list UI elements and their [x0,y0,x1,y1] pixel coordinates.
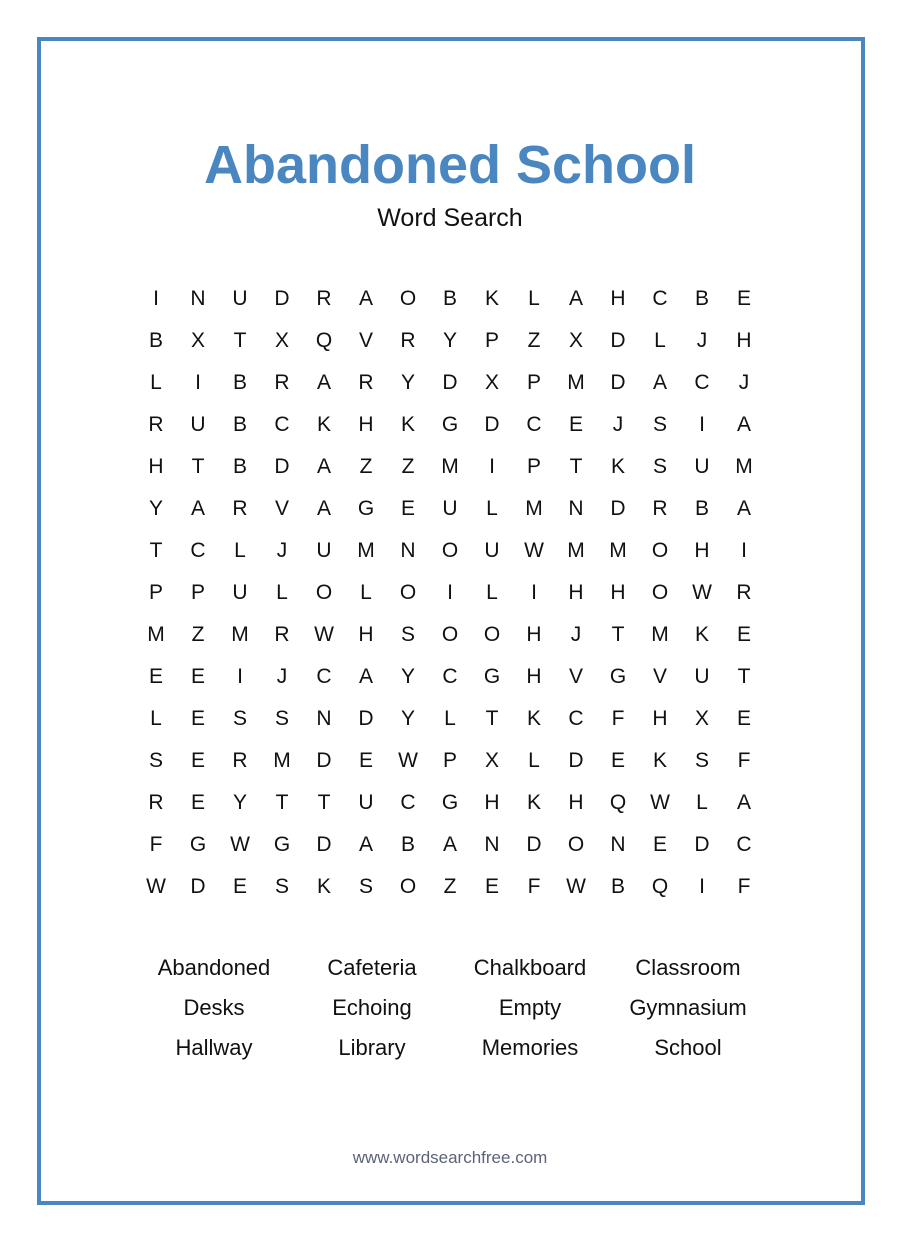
grid-cell: Z [191,623,205,646]
grid-cell: U [232,581,248,604]
grid-cell: E [736,623,751,646]
grid-cell: I [447,581,453,604]
grid-cell: R [274,371,290,394]
grid-cell: A [652,371,667,394]
grid-cell: H [568,581,584,604]
grid-cell: R [316,287,332,310]
grid-cell: P [484,329,499,352]
grid-cell: I [195,371,201,394]
grid-cell: R [148,413,164,436]
grid-cell: K [316,875,331,898]
grid-cell: U [442,497,458,520]
grid-cell: E [736,287,751,310]
grid-cell: R [232,749,248,772]
grid-cell: W [566,875,586,898]
grid-cell: V [274,497,289,520]
grid-cell: O [651,539,669,562]
grid-cell: G [609,665,627,688]
page-subtitle: Word Search [377,204,523,232]
grid-cell: L [654,329,666,352]
grid-cell: E [190,665,205,688]
page-title: Abandoned School [204,135,696,195]
grid-cell: A [358,833,373,856]
grid-cell: K [694,623,709,646]
grid-cell: I [699,413,705,436]
grid-cell: D [526,833,542,856]
grid-cell: K [316,413,331,436]
grid-cell: H [610,581,626,604]
grid-cell: R [652,497,668,520]
grid-cell: O [399,581,417,604]
grid-cell: I [531,581,537,604]
grid-cell: G [189,833,207,856]
grid-cell: R [358,371,374,394]
grid-cell: M [525,497,543,520]
grid-cell: B [232,371,247,394]
grid-cell: P [190,581,205,604]
grid-cell: H [358,623,374,646]
grid-cell: G [441,413,459,436]
grid-cell: D [610,497,626,520]
grid-cell: Y [400,707,415,730]
grid-cell: W [398,749,418,772]
grid-cell: F [611,707,625,730]
grid-cell: O [315,581,333,604]
grid-cell: A [568,287,583,310]
grid-cell: F [149,833,163,856]
grid-cell: X [694,707,709,730]
grid-cell: L [444,707,456,730]
grid-cell: S [232,707,247,730]
grid-cell: B [694,497,709,520]
grid-cell: U [484,539,500,562]
grid-cell: D [316,749,332,772]
grid-cell: O [651,581,669,604]
grid-cell: A [736,791,751,814]
grid-cell: H [652,707,668,730]
grid-cell: J [276,665,288,688]
word-list-item: Classroom [635,955,741,980]
grid-cell: Y [442,329,457,352]
grid-cell: H [694,539,710,562]
grid-cell: B [442,287,457,310]
grid-cell: T [611,623,625,646]
grid-cell: K [400,413,415,436]
grid-cell: E [148,665,163,688]
grid-cell: O [567,833,585,856]
grid-cell: I [699,875,705,898]
grid-cell: N [610,833,626,856]
grid-cell: W [146,875,166,898]
grid-cell: T [569,455,583,478]
grid-cell: C [526,413,542,436]
grid-cell: S [652,455,667,478]
grid-cell: N [568,497,584,520]
grid-cell: L [486,581,498,604]
grid-cell: D [190,875,206,898]
grid-cell: T [737,665,751,688]
grid-cell: F [737,875,751,898]
word-list-item: School [654,1035,722,1060]
grid-cell: V [568,665,583,688]
grid-cell: C [190,539,206,562]
grid-cell: A [736,413,751,436]
grid-cell: D [610,371,626,394]
grid-cell: L [486,497,498,520]
grid-cell: N [484,833,500,856]
grid-cell: M [147,623,165,646]
grid-cell: Y [400,665,415,688]
grid-cell: D [316,833,332,856]
grid-cell: T [317,791,331,814]
grid-cell: B [400,833,415,856]
word-list-item: Echoing [332,995,412,1020]
grid-cell: B [232,413,247,436]
grid-cell: P [526,371,541,394]
grid-cell: M [609,539,627,562]
grid-cell: W [314,623,334,646]
word-list-item: Memories [481,1035,579,1060]
grid-cell: I [741,539,747,562]
grid-cell: M [441,455,459,478]
grid-cell: C [442,665,458,688]
grid-cell: D [610,329,626,352]
grid-cell: U [694,665,710,688]
grid-cell: X [274,329,289,352]
grid-cell: H [568,791,584,814]
grid-cell: T [191,455,205,478]
footer-url: www.wordsearchfree.com [352,1148,548,1167]
grid-cell: E [652,833,667,856]
grid-cell: B [148,329,163,352]
grid-cell: L [528,749,540,772]
word-list-item: Gymnasium [629,995,747,1020]
grid-cell: A [358,287,373,310]
grid-cell: F [737,749,751,772]
grid-cell: D [694,833,710,856]
grid-cell: E [190,791,205,814]
grid-cell: H [358,413,374,436]
word-list-item: Abandoned [157,955,271,980]
grid-cell: C [736,833,752,856]
grid-cell: M [273,749,291,772]
grid-cell: Y [232,791,247,814]
grid-cell: E [190,707,205,730]
grid-cell: D [358,707,374,730]
grid-cell: A [736,497,751,520]
grid-cell: M [651,623,669,646]
grid-cell: M [231,623,249,646]
grid-cell: S [652,413,667,436]
grid-cell: A [316,455,331,478]
grid-cell: O [441,623,459,646]
grid-cell: H [526,665,542,688]
grid-cell: V [652,665,667,688]
grid-cell: O [399,287,417,310]
grid-cell: H [484,791,500,814]
word-list-item: Library [338,1035,406,1060]
grid-cell: N [316,707,332,730]
grid-cell: T [149,539,163,562]
grid-cell: U [358,791,374,814]
grid-cell: T [275,791,289,814]
grid-cell: E [358,749,373,772]
grid-cell: N [400,539,416,562]
grid-cell: A [358,665,373,688]
grid-cell: L [150,707,162,730]
grid-cell: L [696,791,708,814]
grid-cell: R [400,329,416,352]
grid-cell: E [232,875,247,898]
grid-cell: U [232,287,248,310]
letter-grid [135,278,765,908]
grid-cell: V [358,329,373,352]
grid-cell: M [735,455,753,478]
grid-cell: C [274,413,290,436]
grid-cell: A [190,497,205,520]
grid-cell: N [190,287,206,310]
grid-cell: U [316,539,332,562]
grid-cell: E [190,749,205,772]
grid-cell: T [233,329,247,352]
grid-cell: C [694,371,710,394]
grid-cell: O [399,875,417,898]
grid-cell: D [274,455,290,478]
grid-cell: L [276,581,288,604]
grid-cell: M [357,539,375,562]
grid-cell: D [442,371,458,394]
grid-cell: S [148,749,163,772]
grid-cell: Y [400,371,415,394]
grid-cell: P [148,581,163,604]
grid-cell: K [652,749,667,772]
grid-cell: R [148,791,164,814]
grid-cell: R [736,581,752,604]
grid-cell: D [568,749,584,772]
grid-cell: F [527,875,541,898]
grid-cell: J [570,623,582,646]
grid-cell: Q [609,791,627,814]
grid-cell: E [400,497,415,520]
grid-cell: C [568,707,584,730]
grid-cell: Z [359,455,373,478]
grid-cell: O [483,623,501,646]
grid-cell: X [484,749,499,772]
grid-cell: Y [148,497,163,520]
grid-cell: C [400,791,416,814]
grid-cell: S [694,749,709,772]
grid-cell: L [150,371,162,394]
grid-cell: P [442,749,457,772]
grid-cell: J [612,413,624,436]
grid-cell: D [274,287,290,310]
grid-cell: R [274,623,290,646]
grid-cell: W [524,539,544,562]
grid-cell: C [316,665,332,688]
grid-cell: G [483,665,501,688]
grid-cell: S [274,875,289,898]
grid-cell: H [610,287,626,310]
grid-cell: A [442,833,457,856]
grid-cell: D [484,413,500,436]
grid-cell: H [736,329,752,352]
grid-cell: S [400,623,415,646]
grid-cell: K [484,287,499,310]
grid-cell: E [736,707,751,730]
word-list-item: Empty [498,995,562,1020]
grid-cell: B [232,455,247,478]
grid-cell: S [358,875,373,898]
grid-cell: G [357,497,375,520]
grid-cell: Q [651,875,669,898]
grid-cell: I [489,455,495,478]
grid-cell: J [738,371,750,394]
grid-cell: G [273,833,291,856]
grid-cell: E [610,749,625,772]
word-list-item: Hallway [175,1035,253,1060]
grid-cell: I [153,287,159,310]
grid-cell: Q [315,329,333,352]
grid-cell: K [526,707,541,730]
grid-cell: X [190,329,205,352]
grid-cell: Z [443,875,457,898]
grid-cell: A [316,371,331,394]
grid-cell: M [567,539,585,562]
grid-cell: S [274,707,289,730]
grid-cell: W [650,791,670,814]
grid-cell: L [360,581,372,604]
grid-cell: T [485,707,499,730]
grid-cell: W [692,581,712,604]
grid-cell: H [526,623,542,646]
word-list-item: Cafeteria [327,955,417,980]
grid-cell: X [568,329,583,352]
grid-cell: U [694,455,710,478]
grid-cell: G [441,791,459,814]
grid-cell: P [526,455,541,478]
grid-cell: J [696,329,708,352]
grid-cell: I [237,665,243,688]
word-list-item: Chalkboard [473,955,587,980]
grid-cell: X [484,371,499,394]
grid-cell: W [230,833,250,856]
grid-cell: K [610,455,625,478]
grid-cell: B [694,287,709,310]
grid-cell: Z [401,455,415,478]
grid-cell: C [652,287,668,310]
grid-cell: R [232,497,248,520]
grid-cell: A [316,497,331,520]
grid-cell: K [526,791,541,814]
grid-cell: L [528,287,540,310]
grid-cell: O [441,539,459,562]
grid-cell: U [190,413,206,436]
grid-cell: E [568,413,583,436]
word-list [135,948,767,1068]
grid-cell: J [276,539,288,562]
grid-cell: H [148,455,164,478]
grid-cell: M [567,371,585,394]
grid-cell: B [610,875,625,898]
grid-cell: E [484,875,499,898]
word-list-item: Desks [183,995,245,1020]
grid-cell: L [234,539,246,562]
grid-cell: Z [527,329,541,352]
